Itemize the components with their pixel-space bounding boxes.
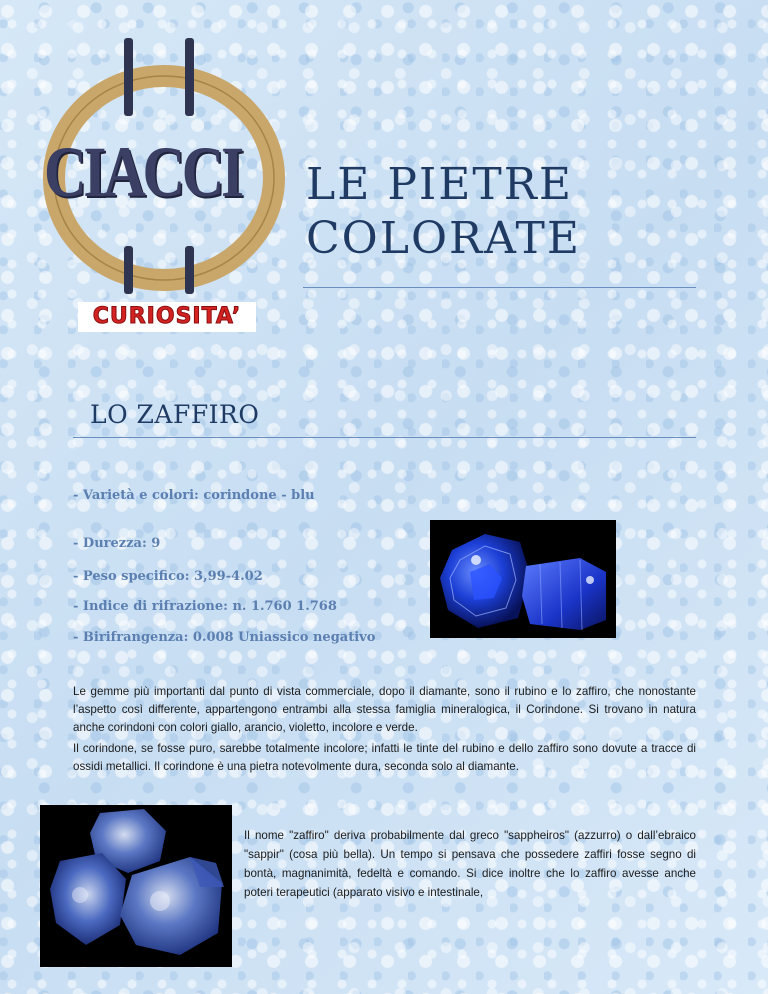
property-birefringence: - Birifrangenza: 0.008 Uniassico negativo (73, 630, 376, 645)
logo-text: CIACCI (44, 132, 241, 212)
property-refraction-index: - Indice di rifrazione: n. 1.760 1.768 (73, 599, 337, 614)
section-divider (73, 437, 696, 438)
rough-sapphire-graphic (40, 805, 232, 967)
paragraph-name-origin: Il nome "zaffiro" deriva probabilmente dal greco "sappheiros" (azzurro) o dall’ebraico "sappir" (cosa più bella). Un tempo si pensava che possedere zaffiri fosse segno di bontà, magnanimità, fedeltà e comando. Si dice inoltre che lo zaffiro avesse anche poteri terapeutici (apparato visivo e intestinale, (244, 829, 696, 899)
curiosita-badge: CURIOSITA’ (78, 302, 256, 332)
ciacci-logo (40, 28, 285, 298)
rough-sapphire-image (40, 805, 232, 967)
cut-sapphire-graphic (430, 520, 616, 638)
property-specific-gravity: - Peso specifico: 3,99-4.02 (73, 569, 263, 584)
page-title-line-2: COLORATE (306, 213, 581, 264)
paragraph-corindone: Il corindone, se fosse puro, sarebbe totalmente incolore; infatti le tinte del rubino e dello zaffiro sono dovute a tracce di ossidi metallici. Il corindone è una pietra notevolmente dura, seconda solo al diamante. (73, 742, 696, 773)
paragraph-intro: Le gemme più importanti dal punto di vista commerciale, dopo il diamante, sono il rubino e lo zaffiro, che nonostante l’aspetto così differente, appartengono entrambi alla stessa famiglia mineralogica, il Corindone. Si trovano in natura anche corindoni con colori giallo, arancio, violetto, incolore e verde. (73, 685, 696, 734)
page-title-line-1: LE PIETRE (306, 159, 574, 210)
property-variety: - Varietà e colori: corindone - blu (73, 488, 315, 503)
property-hardness: - Durezza: 9 (73, 536, 161, 551)
section-title: LO ZAFFIRO (90, 400, 260, 429)
cut-sapphire-image (430, 520, 616, 638)
title-divider (303, 287, 696, 288)
page-title (306, 158, 696, 266)
